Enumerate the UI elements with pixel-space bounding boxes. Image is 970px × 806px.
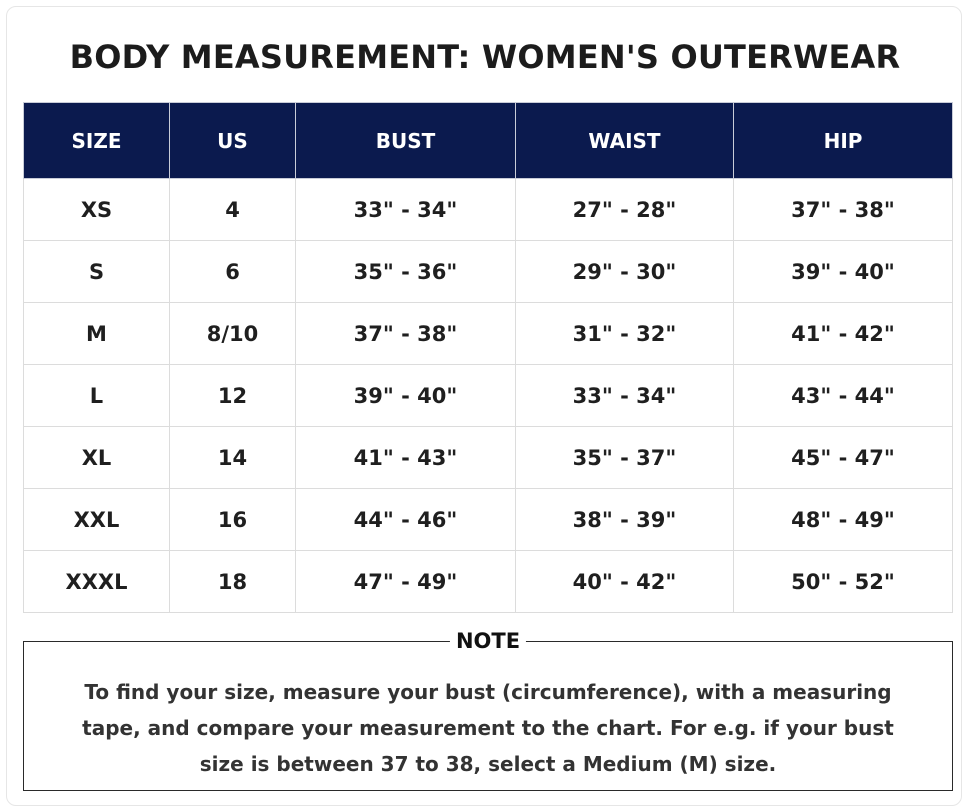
cell-size: XXXL [24, 551, 170, 613]
cell-size: XL [24, 427, 170, 489]
cell-us: 18 [170, 551, 296, 613]
table-row [24, 427, 953, 489]
cell-size: S [24, 241, 170, 303]
header-waist: WAIST [516, 103, 734, 179]
header-us: US [170, 103, 296, 179]
header-bust: BUST [296, 103, 516, 179]
cell-waist: 27" - 28" [516, 179, 734, 241]
cell-hip: 50" - 52" [734, 551, 953, 613]
cell-bust: 37" - 38" [296, 303, 516, 365]
note-text: To find your size, measure your bust (circumference), with a measuring tape, and compare your measurement to the chart. For e.g. if your bust size is between 37 to 38, select a Medium (M) size. [82, 680, 894, 776]
cell-hip: 48" - 49" [734, 489, 953, 551]
table-row [24, 489, 953, 551]
cell-bust: 35" - 36" [296, 241, 516, 303]
note-label: NOTE [450, 628, 526, 654]
page-title: BODY MEASUREMENT: WOMEN'S OUTERWEAR [69, 38, 901, 76]
cell-hip: 37" - 38" [734, 179, 953, 241]
cell-size: XS [24, 179, 170, 241]
cell-hip: 43" - 44" [734, 365, 953, 427]
cell-waist: 29" - 30" [516, 241, 734, 303]
cell-waist: 31" - 32" [516, 303, 734, 365]
cell-us: 6 [170, 241, 296, 303]
cell-waist: 38" - 39" [516, 489, 734, 551]
cell-hip: 45" - 47" [734, 427, 953, 489]
cell-us: 4 [170, 179, 296, 241]
table-row [24, 179, 953, 241]
cell-bust: 41" - 43" [296, 427, 516, 489]
cell-bust: 44" - 46" [296, 489, 516, 551]
cell-us: 16 [170, 489, 296, 551]
cell-size: M [24, 303, 170, 365]
cell-waist: 40" - 42" [516, 551, 734, 613]
size-table [23, 102, 953, 613]
header-size: SIZE [24, 103, 170, 179]
table-row [24, 365, 953, 427]
header-hip: HIP [734, 103, 953, 179]
cell-bust: 33" - 34" [296, 179, 516, 241]
cell-us: 12 [170, 365, 296, 427]
cell-waist: 35" - 37" [516, 427, 734, 489]
table-row [24, 303, 953, 365]
cell-hip: 41" - 42" [734, 303, 953, 365]
table-row [24, 551, 953, 613]
table-row [24, 241, 953, 303]
cell-waist: 33" - 34" [516, 365, 734, 427]
table-header-row [24, 103, 953, 179]
cell-bust: 39" - 40" [296, 365, 516, 427]
cell-size: XXL [24, 489, 170, 551]
note-box [23, 629, 953, 791]
cell-bust: 47" - 49" [296, 551, 516, 613]
cell-size: L [24, 365, 170, 427]
cell-hip: 39" - 40" [734, 241, 953, 303]
cell-us: 8/10 [170, 303, 296, 365]
cell-us: 14 [170, 427, 296, 489]
